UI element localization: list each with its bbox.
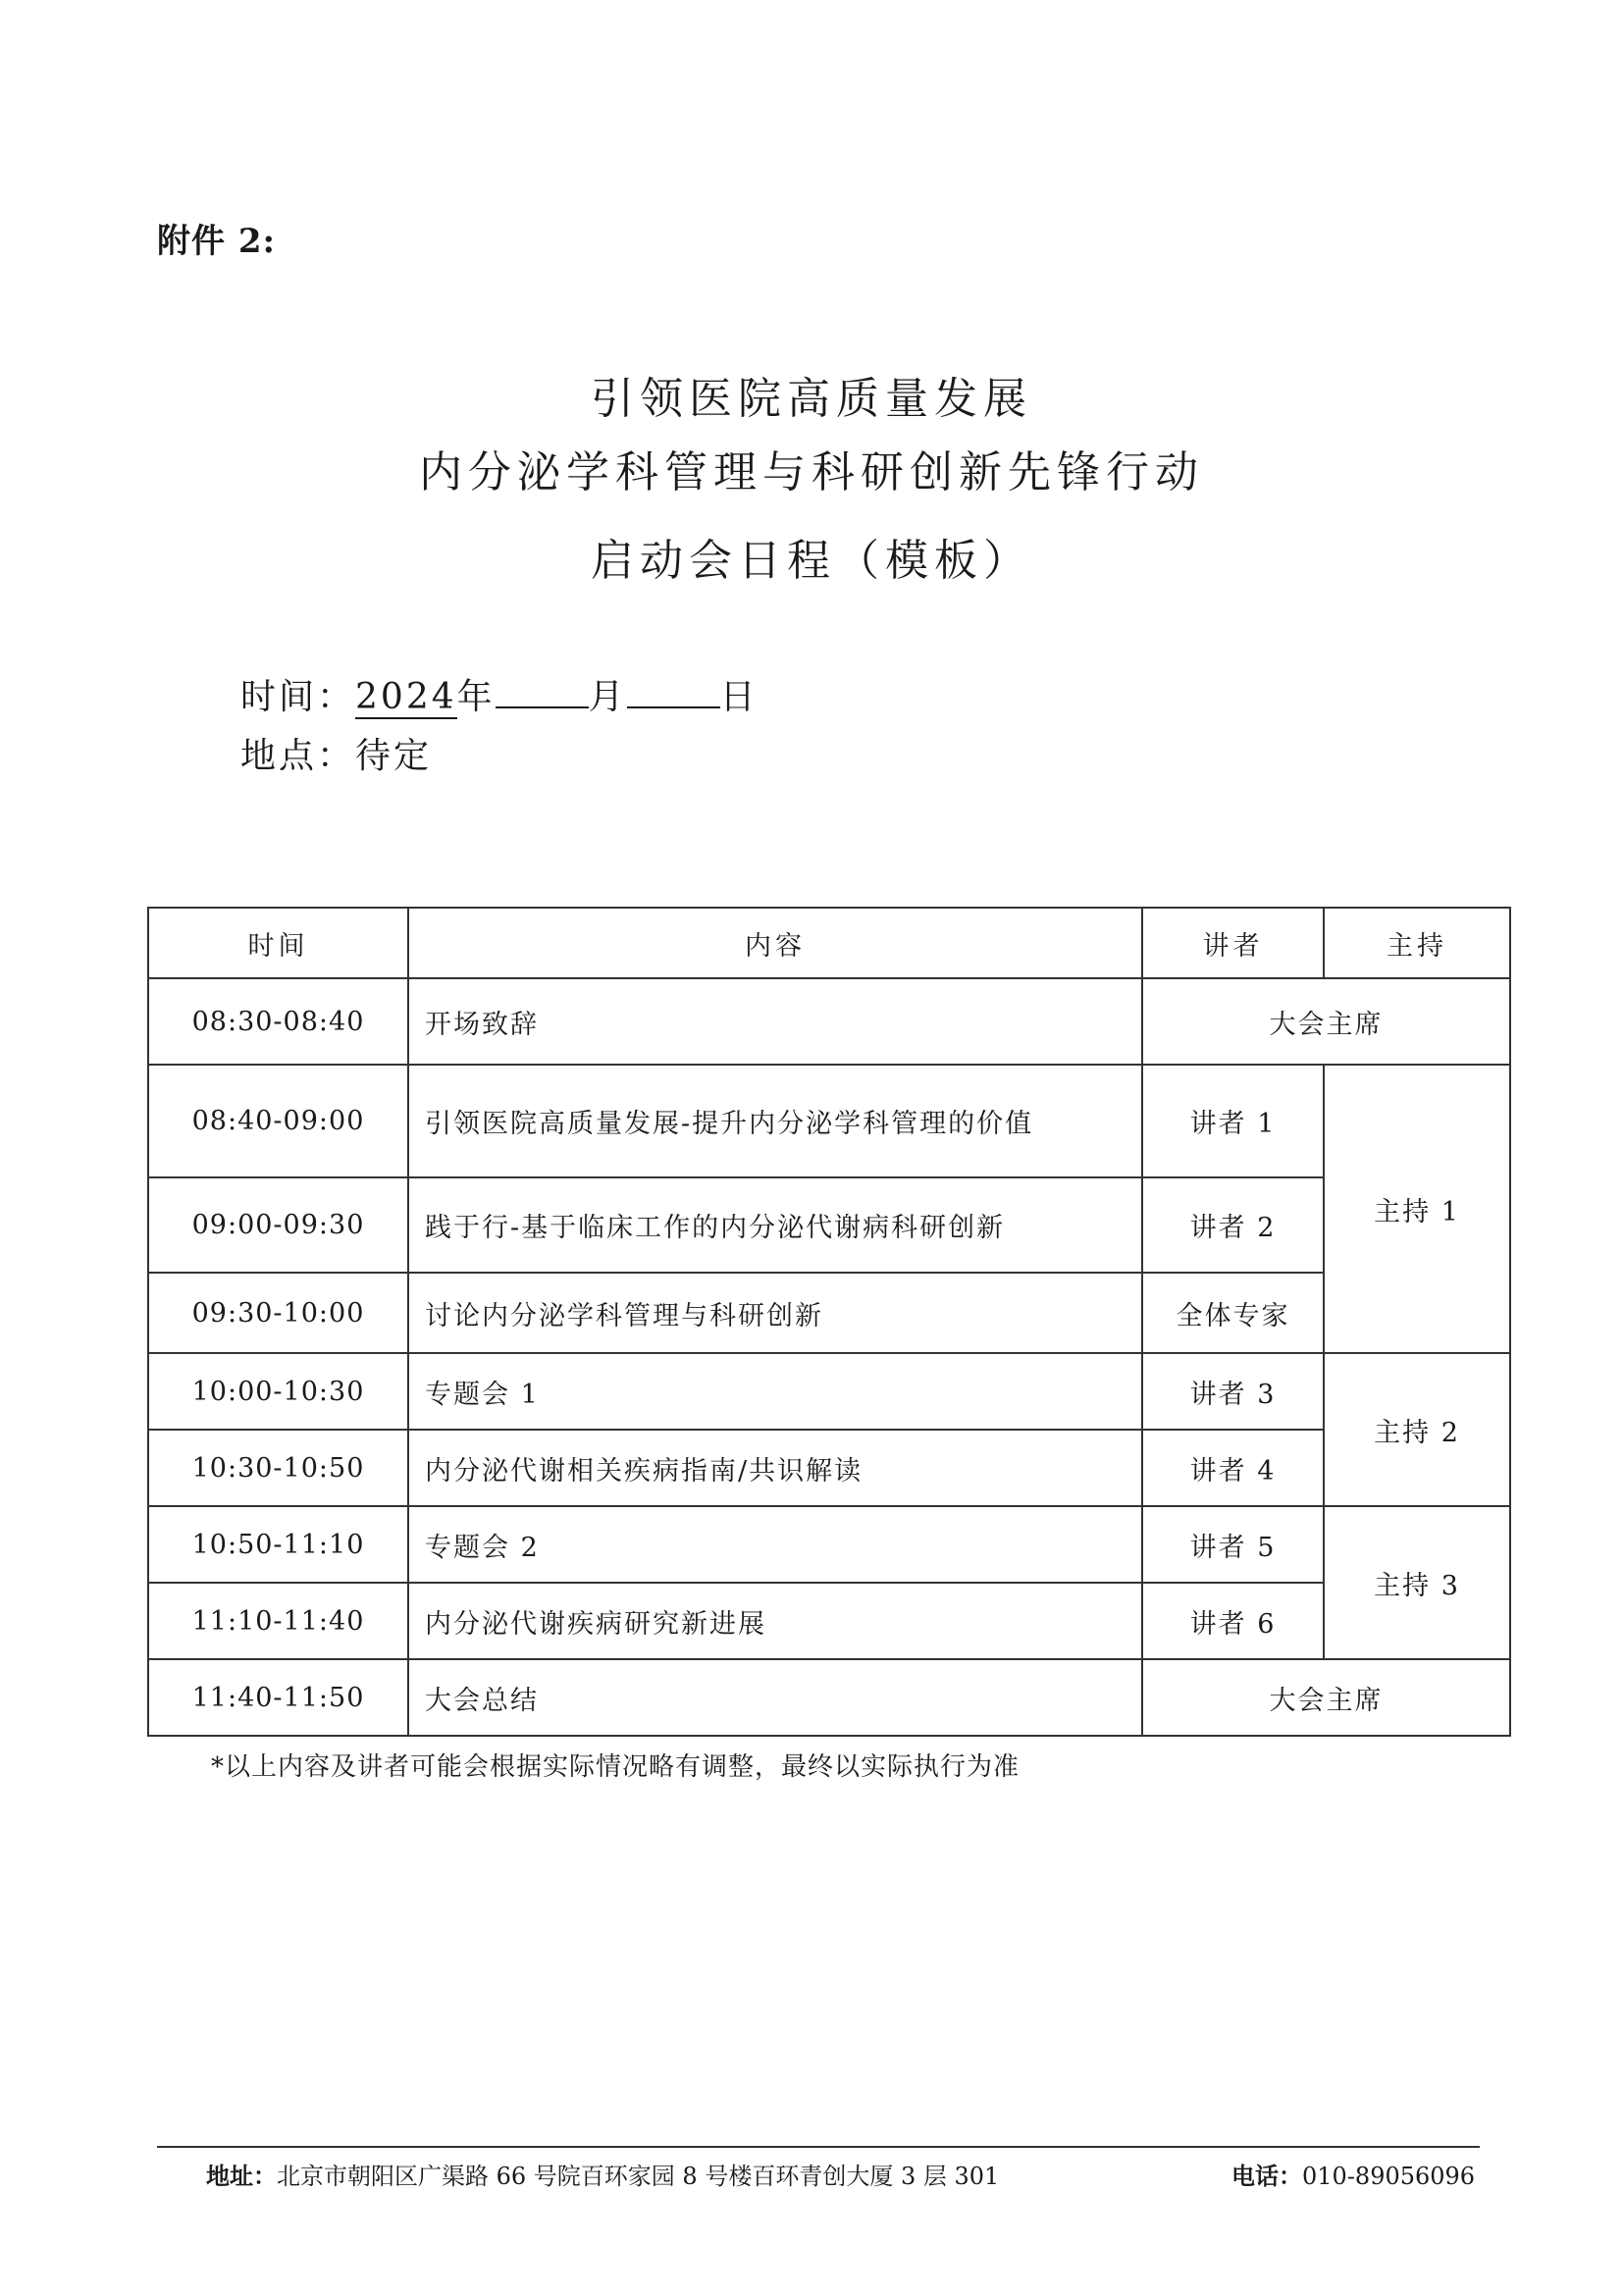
table-row: [148, 1177, 1510, 1273]
row-speaker: 全体专家: [1142, 1273, 1324, 1353]
row-content: 专题会 2: [408, 1506, 1142, 1583]
row-content: 讨论内分泌学科管理与科研创新: [408, 1273, 1142, 1353]
time-year: 2024: [355, 677, 457, 717]
meeting-place: [240, 728, 432, 778]
header-host: 主持: [1324, 908, 1510, 978]
address-value: 北京市朝阳区广渠路 66 号院百环家园 8 号楼百环青创大厦 3 层 301: [277, 2163, 1000, 2190]
phone-label: 电话：: [1231, 2162, 1302, 2190]
table-row: [148, 1353, 1510, 1430]
table-row: [148, 1273, 1510, 1353]
row-speaker: 讲者 5: [1142, 1506, 1324, 1583]
title-line-1: 引领医院高质量发展: [591, 374, 1032, 424]
footer-phone: [1231, 2157, 1475, 2191]
row-time: 11:40-11:50: [148, 1659, 408, 1736]
row-host: 主持 1: [1324, 1065, 1510, 1353]
row-time: 10:50-11:10: [148, 1506, 408, 1583]
row-content: 践于行-基于临床工作的内分泌代谢病科研创新: [408, 1177, 1142, 1273]
row-speaker: 讲者 4: [1142, 1430, 1324, 1506]
month-unit: 月: [588, 677, 627, 717]
day-unit: 日: [719, 677, 759, 717]
month-blank: [496, 677, 589, 708]
place-value: 待定: [355, 736, 433, 776]
address-label: 地址：: [206, 2162, 277, 2190]
header-speaker: 讲者: [1142, 908, 1324, 978]
footer-address: [206, 2157, 999, 2191]
row-time: 08:30-08:40: [148, 978, 408, 1065]
row-host: 主持 3: [1324, 1506, 1510, 1659]
meeting-time: [240, 669, 759, 719]
row-time: 11:10-11:40: [148, 1583, 408, 1659]
title-line-2: 内分泌学科管理与科研创新先锋行动: [419, 447, 1204, 497]
attachment-label: 附件 2:: [157, 222, 277, 261]
year-unit: 年: [456, 677, 496, 717]
title-line-3: 启动会日程（模板）: [591, 536, 1032, 586]
row-speaker: 讲者 3: [1142, 1353, 1324, 1430]
row-host: 主持 2: [1324, 1353, 1510, 1506]
day-blank: [627, 677, 720, 708]
row-host: 大会主席: [1142, 978, 1510, 1065]
table-row: [148, 978, 1510, 1065]
footer-divider: [157, 2146, 1480, 2148]
schedule-table: [147, 907, 1511, 1737]
row-content: 专题会 1: [408, 1353, 1142, 1430]
footnote: *以上内容及讲者可能会根据实际情况略有调整，最终以实际执行为准: [211, 1752, 1021, 1782]
row-content: 大会总结: [408, 1659, 1142, 1736]
row-content: 内分泌代谢相关疾病指南/共识解读: [408, 1430, 1142, 1506]
row-content: 内分泌代谢疾病研究新进展: [408, 1583, 1142, 1659]
row-time: 10:30-10:50: [148, 1430, 408, 1506]
row-speaker: 讲者 2: [1142, 1177, 1324, 1273]
phone-value: 010-89056096: [1302, 2163, 1476, 2190]
row-time: 08:40-09:00: [148, 1065, 408, 1177]
row-content: 引领医院高质量发展-提升内分泌学科管理的价值: [408, 1065, 1142, 1177]
place-label: 地点：: [240, 736, 356, 776]
row-host: 大会主席: [1142, 1659, 1510, 1736]
table-row: [148, 1065, 1510, 1177]
table-row: [148, 1583, 1510, 1659]
time-label: 时间：: [240, 677, 356, 717]
table-row: [148, 1430, 1510, 1506]
table-row: [148, 1506, 1510, 1583]
row-time: 09:00-09:30: [148, 1177, 408, 1273]
row-content: 开场致辞: [408, 978, 1142, 1065]
header-time: 时间: [148, 908, 408, 978]
row-speaker: 讲者 1: [1142, 1065, 1324, 1177]
table-header-row: [148, 908, 1510, 978]
row-speaker: 讲者 6: [1142, 1583, 1324, 1659]
table-row: [148, 1659, 1510, 1736]
row-time: 09:30-10:00: [148, 1273, 408, 1353]
row-time: 10:00-10:30: [148, 1353, 408, 1430]
header-content: 内容: [408, 908, 1142, 978]
